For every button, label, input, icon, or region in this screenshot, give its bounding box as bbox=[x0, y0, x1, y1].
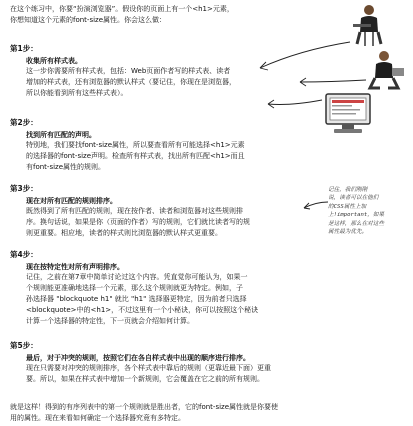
step-5-label: 第5步： bbox=[10, 341, 38, 350]
step-2-line: 特别地，我们要找font-size属性，所以要查看所有可能选择<h1>元素 bbox=[26, 141, 245, 150]
step-5-line: 现在只需要对冲突的规则排序，各个样式表中靠后的规则（更靠近最下面）更重 bbox=[26, 364, 271, 373]
step-2-line: 的选择器的font-size声明。检查所有样式表，找出所有匹配<h1>而且 bbox=[26, 151, 245, 160]
step-3-line: 则更重要。相应地，读者的样式则比浏览器的默认样式更重要。 bbox=[26, 228, 222, 237]
note-line: 上!important，如果 bbox=[328, 212, 385, 219]
step-1-line: 所以你能看到所有这些样式表）。 bbox=[26, 88, 128, 97]
step-3-line: 序。换句话说，如果是你（页面的作者）写的规则，它们就比读者写的规 bbox=[26, 217, 250, 226]
conclusion-paragraph bbox=[10, 402, 405, 424]
arrow-from-author bbox=[260, 42, 350, 68]
reader-person-illustration bbox=[366, 48, 408, 94]
note-line: 的CSS属性上加 bbox=[328, 203, 367, 210]
step-2-line: 有font-size属性的规则。 bbox=[26, 162, 106, 171]
step-1-heading: 收集所有样式表。 bbox=[26, 57, 82, 65]
handwritten-note bbox=[328, 186, 406, 236]
note-line: 说，读者可以在他们 bbox=[328, 195, 379, 202]
arrow-from-browser bbox=[268, 100, 322, 105]
intro-line: 在这个练习中，你要“扮演浏览器”。假设你的页面上有一个<h1>元素， bbox=[10, 5, 234, 13]
step-1-label: 第1步： bbox=[10, 44, 38, 53]
step-5-block bbox=[26, 353, 396, 385]
note-line: 记住，我们刚刚 bbox=[328, 187, 368, 193]
arrow-from-reader bbox=[300, 80, 366, 82]
step-5-heading: 最后，对于冲突的规则，按照它们在各自样式表中出现的顺序进行排序。 bbox=[26, 354, 250, 362]
step-4-line: 孙选择器 "blockquote h1" 就比 "h1" 选择器更特定，因为前者只选择 bbox=[26, 294, 247, 303]
step-4-line: 个规则能更准确地选择一个元素，那么这个规则就更为特定。例如，子 bbox=[26, 283, 243, 292]
step-3-block bbox=[26, 196, 326, 239]
step-3-line: 既然得到了所有匹配的规则，现在按作者、读者和浏览器对这些规则排 bbox=[26, 207, 243, 216]
step-3-text bbox=[26, 206, 326, 239]
step-4-label: 第4步： bbox=[10, 250, 38, 259]
step-4-heading: 现在按特定性对所有声明排序。 bbox=[26, 263, 124, 271]
note-line: 是这样，那么在对这些 bbox=[328, 220, 384, 227]
step-4-line: 计算一个选择器的特定性，下一页就会介绍如何计算。 bbox=[26, 316, 194, 325]
step-3-label: 第3步： bbox=[10, 184, 38, 193]
step-2-label: 第2步： bbox=[10, 118, 38, 127]
step-5-text bbox=[26, 363, 396, 385]
step-2-block bbox=[26, 130, 326, 173]
step-2-heading: 找到所有匹配的声明。 bbox=[26, 131, 96, 139]
step-1-line: 增加的样式表，还有浏览器的默认样式（要记住，你现在是浏览器， bbox=[26, 77, 236, 86]
conclusion-line: 用的属性。现在来看如何确定一个选择器究竟有多特定。 bbox=[10, 413, 185, 422]
step-4-block bbox=[26, 262, 336, 326]
step-5-line: 要。所以，如果在样式表中增加一个新规则，它会覆盖在它之前的所有规则。 bbox=[26, 374, 264, 383]
arrows-to-step1 bbox=[200, 20, 370, 130]
note-line: 属性最为优先。 bbox=[328, 228, 368, 235]
intro-line: 你想知道这个元素的font-size属性。你会这么做： bbox=[10, 15, 167, 24]
step-4-line: <blockquote>中的<h1>，不过这里有一个小秘诀，你可以按照这个秘诀 bbox=[26, 305, 259, 314]
step-1-line: 这一步你需要所有样式表，包括：Web页面作者写的样式表、读者 bbox=[26, 67, 231, 76]
step-4-text bbox=[26, 272, 336, 326]
step-3-heading: 现在对所有匹配的规则排序。 bbox=[26, 197, 117, 205]
arrow-from-note bbox=[300, 196, 330, 216]
step-2-text bbox=[26, 140, 326, 173]
step-4-line: 记住，之前在第7章中简单讨论过这个内容。凭直觉你可能认为，如果一 bbox=[26, 273, 248, 282]
conclusion-line: 就是这样！得到的有序列表中的第一个规则就是胜出者，它的font-size属性就是你要使 bbox=[10, 403, 279, 411]
